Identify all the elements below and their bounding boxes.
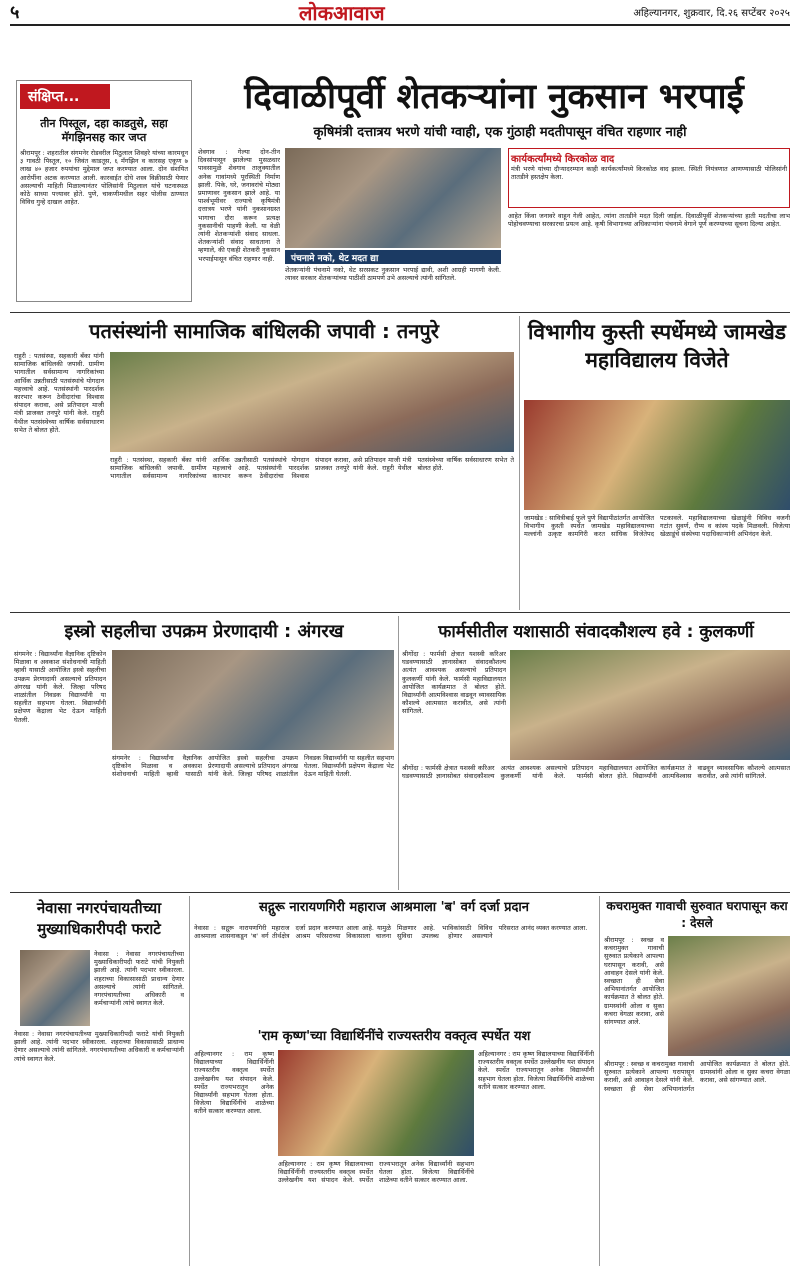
story8-text: अहिल्यानगर : राम कृष्ण विद्यालयाच्या विद्यार्थिनींनी राज्यस्तरीय वक्तृत्व स्पर्धेत उल्लेखनीय यश संपादन केले. स्पर्धेत राज्यभरातून अनेक विद्यार्थ्यांनी सहभाग घेतला होता. विजेत्या विद्यार्थिनींचे शाळेच्या वतीने सत्कार करण्यात आला. <box>194 1050 274 1116</box>
story4-text-cont: संगमनेर : विद्यार्थ्यांना वैज्ञानिक दृष्टिकोन मिळावा व अवकाश संशोधनाची माहिती व्हावी यासाठी आयोजित इस्त्रो सहलीचा उपक्रम प्रेरणादायी असल्याचे प्रतिपादन अंगरख यांनी केले. जिल्हा परिषद शाळांतील निवडक विद्यार्थ्यांनी या सहलीत सहभाग घेतला. विद्यार्थ्यांनी प्रक्षेपण केंद्राला भेट देऊन माहिती घेतली. <box>112 754 394 779</box>
lead-side-box <box>508 148 790 208</box>
story5-headline: फार्मसीतील यशासाठी संवादकौशल्य हवे : कुलकर्णी <box>438 622 754 642</box>
story2-headline: पतसंस्थांनी सामाजिक बांधिलकी जपावी : तनपुरे <box>89 319 439 343</box>
divider <box>189 896 190 1266</box>
divider <box>398 616 399 890</box>
story2-text: राहुरी : पतसंस्था, सहकारी बँका यांनी सामाजिक बांधिलकी जपावी. ग्रामीण भागातील सर्वसामान्य नागरिकांच्या आर्थिक उन्नतीसाठी पतसंस्थांचे योगदान महत्त्वाचे आहे. पतसंस्थांनी पारदर्शक कारभार करून ठेवीदारांचा विश्वास संपादन करावा, असे प्रतिपादन माजी मंत्री प्राजक्त तनपुरे यांनी केले. राहुरी येथील पतसंस्थेच्या वार्षिक सर्वसाधारण सभेत ते बोलत होते. <box>14 352 104 434</box>
story8-text-cont: अहिल्यानगर : राम कृष्ण विद्यालयाच्या विद्यार्थिनींनी राज्यस्तरीय वक्तृत्व स्पर्धेत उल्लेखनीय यश संपादन केले. स्पर्धेत राज्यभरातून अनेक विद्यार्थ्यांनी सहभाग घेतला होता. विजेत्या विद्यार्थिनींचे शाळेच्या वतीने सत्कार करण्यात आला. <box>478 1050 594 1091</box>
story3-text: जामखेड : सावित्रीबाई फुले पुणे विद्यापीठांतर्गत आयोजित विभागीय कुस्ती स्पर्धेत जामखेड महाविद्यालयाच्या मल्लांनी उत्कृष्ट कामगिरी करत सांघिक विजेतेपद पटकावले. महाविद्यालयाच्या खेळाडूंनी विविध वजनी गटांत सुवर्ण, रौप्य व कांस्य पदके मिळवली. विजेत्या खेळाडूंचे संस्थेच्या पदाधिकाऱ्यांनी अभिनंदन केले. <box>524 514 790 539</box>
lead-caption-title: पंचनामे नको, थेट मदत द्या <box>291 254 379 264</box>
story7-headline: सद्गुरू नारायणगिरी महाराज आश्रमाला 'ब' वर्ग दर्जा प्रदान <box>259 900 529 915</box>
lead-column-1: शेवगाव : गेल्या दोन-तीन दिवसांपासून झालेल्या मुसळधार पावसामुळे शेवगाव तालुक्यातील अनेक गावांमध्ये पूरस्थिती निर्माण झाली. पिके, घरे, जनावरांचे मोठ्या प्रमाणावर नुकसान झाले आहे. या पार्श्वभूमीवर राज्याचे कृषिमंत्री दत्तात्रय भरणे यांनी नुकसानग्रस्त भागाचा दौरा करून प्रत्यक्ष नुकसानीची पाहणी केली. या वेळी त्यांनी शेतकऱ्यांशी संवाद साधला. शेतकऱ्यांशी संवाद साधताना ते म्हणाले, की एकही शेतकरी नुकसान भरपाईपासून वंचित राहणार नाही. <box>198 148 280 263</box>
briefs-sidebar <box>16 80 192 302</box>
story4-text: संगमनेर : विद्यार्थ्यांना वैज्ञानिक दृष्टिकोन मिळावा व अवकाश संशोधनाची माहिती व्हावी यासाठी आयोजित इस्त्रो सहलीचा उपक्रम प्रेरणादायी असल्याचे प्रतिपादन अंगरख यांनी केले. जिल्हा परिषद शाळांतील निवडक विद्यार्थ्यांनी या सहलीत सहभाग घेतला. विद्यार्थ्यांनी प्रक्षेपण केंद्राला भेट देऊन माहिती घेतली. <box>14 650 106 724</box>
masthead <box>10 0 790 26</box>
story2-text-cont: राहुरी : पतसंस्था, सहकारी बँका यांनी सामाजिक बांधिलकी जपावी. ग्रामीण भागातील सर्वसामान्य नागरिकांच्या आर्थिक उन्नतीसाठी पतसंस्थांचे योगदान महत्त्वाचे आहे. पतसंस्थांनी पारदर्शक कारभार करून ठेवीदारांचा विश्वास संपादन करावा, असे प्रतिपादन माजी मंत्री प्राजक्त तनपुरे यांनी केले. राहुरी येथील पतसंस्थेच्या वार्षिक सर्वसाधारण सभेत ते बोलत होते. <box>110 456 514 481</box>
story8-text-cont2: अहिल्यानगर : राम कृष्ण विद्यालयाच्या विद्यार्थिनींनी राज्यस्तरीय वक्तृत्व स्पर्धेत उल्लेखनीय यश संपादन केले. स्पर्धेत राज्यभरातून अनेक विद्यार्थ्यांनी सहभाग घेतला होता. विजेत्या विद्यार्थिनींचे शाळेच्या वतीने सत्कार करण्यात आला. <box>278 1160 474 1185</box>
story9-text-cont: श्रीरामपूर : स्वच्छ व कचरामुक्त गावाची सुरुवात प्रत्येकाने आपल्या घरापासून करावी, असे आवाहन देसले यांनी केले. स्वच्छता ही सेवा अभियानांतर्गत आयोजित कार्यक्रमात ते बोलत होते. ग्रामस्थांनी ओला व सुका कचरा वेगळा करावा, असे सांगण्यात आले. <box>604 1060 790 1093</box>
divider <box>10 312 790 313</box>
story4-photo <box>112 650 394 750</box>
story3-headline: विभागीय कुस्ती स्पर्धेमध्ये जामखेड महाविद्यालय विजेते <box>527 320 787 372</box>
divider <box>599 896 600 1266</box>
story3-photo <box>524 400 790 510</box>
story6-photo <box>20 950 90 1026</box>
story8-headline: 'राम कृष्ण'च्या विद्यार्थिनींचे राज्यस्तरीय वक्तृत्व स्पर्धेत यश <box>257 1029 531 1044</box>
story6-text: नेवासा : नेवासा नगरपंचायतीच्या मुख्याधिकारीपदी फराटे यांची नियुक्ती झाली आहे. त्यांनी पदभार स्वीकारला. शहराच्या विकासासाठी प्राधान्य देणार असल्याचे त्यांनी सांगितले. नगरपंचायतीच्या अधिकारी व कर्मचाऱ्यांनी त्यांचे स्वागत केले. <box>94 950 184 1008</box>
lead-headline: दिवाळीपूर्वी शेतकऱ्यांना नुकसान भरपाई <box>244 77 744 117</box>
lead-subhead: कृषिमंत्री दत्तात्रय भरणे यांची ग्वाही, एक गुंठाही मदतीपासून वंचित राहणार नाही <box>313 125 687 140</box>
side-box-text: मंत्री भरणे यांच्या दौऱ्यादरम्यान काही कार्यकर्त्यांमध्ये किरकोळ वाद झाला. स्थिती नियंत्रणात आणण्यासाठी पोलिसांनी तातडीने हस्तक्षेप केला. <box>511 165 787 182</box>
brief-headline: तीन पिस्तूल, दहा काडतुसे, सहा मॅगझिनसह कार जप्त <box>40 117 168 144</box>
story9-text: श्रीरामपूर : स्वच्छ व कचरामुक्त गावाची सुरुवात प्रत्येकाने आपल्या घरापासून करावी, असे आवाहन देसले यांनी केले. स्वच्छता ही सेवा अभियानांतर्गत आयोजित कार्यक्रमात ते बोलत होते. ग्रामस्थांनी ओला व सुका कचरा वेगळा करावा, असे सांगण्यात आले. <box>604 936 664 1027</box>
story4-headline: इस्त्रो सहलीचा उपक्रम प्रेरणादायी : अंगरख <box>64 621 344 642</box>
page-number: ५ <box>10 2 20 23</box>
lead-column-3: आहेत किंवा जनावरे वाहून गेली आहेत, त्यांना तातडीने मदत दिली जाईल. दिवाळीपूर्वी शेतकऱ्यांच्या हाती मदतीचा लाभ पोहोचवण्याचा सरकारचा प्रयत्न आहे. कृषी विभागाच्या अधिकाऱ्यांना पंचनामे वेगाने पूर्ण करण्याच्या सूचना दिल्या आहेत. <box>508 212 790 229</box>
story2-photo <box>110 352 514 452</box>
divider <box>519 316 520 610</box>
story9-headline: कचरामुक्त गावाची सुरुवात घरापासून करा : देसले <box>606 899 788 930</box>
lead-caption-text: शेतकऱ्यांनी पंचनामे नको, थेट सरसकट नुकसान भरपाई द्यावी, अशी आग्रही मागणी केली. त्यावर सरकार शेतकऱ्यांच्या पाठीशी ठामपणे उभे असल्याचे त्यांनी सांगितले. <box>285 266 501 283</box>
story5-text: श्रीगोंदा : फार्मसी क्षेत्रात यशस्वी करिअर घडवण्यासाठी ज्ञानासोबत संवादकौशल्य अत्यंत आवश्यक असल्याचे प्रतिपादन कुलकर्णी यांनी केले. फार्मसी महाविद्यालयात आयोजित कार्यक्रमात ते बोलत होते. विद्यार्थ्यांनी आत्मविश्वास वाढवून व्यावसायिक कौशल्ये आत्मसात करावीत, असे त्यांनी सांगितले. <box>402 650 506 716</box>
story6-text-cont: नेवासा : नेवासा नगरपंचायतीच्या मुख्याधिकारीपदी फराटे यांची नियुक्ती झाली आहे. त्यांनी पदभार स्वीकारला. शहराच्या विकासासाठी प्राधान्य देणार असल्याचे त्यांनी सांगितले. नगरपंचायतीच्या अधिकारी व कर्मचाऱ्यांनी त्यांचे स्वागत केले. <box>14 1030 184 1063</box>
brand-logo: लोकआवाज <box>298 0 385 25</box>
divider <box>10 892 790 893</box>
briefs-title: संक्षिप्त... <box>20 84 110 109</box>
story5-photo <box>510 650 790 760</box>
brief-text: श्रीरामपूर : शहरातील संगमनेर रोडवरील मिठुलाल शिवहरे यांच्या कारमधून ३ गावठी पिस्तूल, १० जिवंत काडतूस, ६ मॅगझिन व कारसह एकूण ७ लाख ४० हजार रुपयांचा मुद्देमाल जप्त करण्यात आला. दोन संशयित आरोपींना अटक करण्यात आली. कारवाईत दोघे शस्त्र विक्रीसाठी येणार असल्याची माहिती मिळाल्यानंतर पोलिसांनी मिठुलाल यांचे घटनास्थळ कोठे साध्या पत्त्यावर होते. पुणे, चाकणीमधील सहर पोलीस ठाण्यात विविध गुन्हे दाखल आहेत. <box>20 149 188 207</box>
edition-date: अहिल्यानगर, शुक्रवार, दि.२६ सप्टेंबर २०२५ <box>633 8 790 19</box>
story6-headline: नेवासा नगरपंचायतीच्या मुख्याधिकारीपदी फराटे <box>36 899 162 938</box>
story9-photo <box>668 936 790 1056</box>
story8-photo <box>278 1050 474 1156</box>
story5-text-cont: श्रीगोंदा : फार्मसी क्षेत्रात यशस्वी करिअर घडवण्यासाठी ज्ञानासोबत संवादकौशल्य अत्यंत आवश्यक असल्याचे प्रतिपादन कुलकर्णी यांनी केले. फार्मसी महाविद्यालयात आयोजित कार्यक्रमात ते बोलत होते. विद्यार्थ्यांनी आत्मविश्वास वाढवून व्यावसायिक कौशल्ये आत्मसात करावीत, असे त्यांनी सांगितले. <box>402 764 790 781</box>
divider <box>10 612 790 613</box>
story7-text: नेवासा : सद्गुरू नारायणगिरी महाराज आश्रमाला शासनाकडून 'ब' वर्ग तीर्थक्षेत्र दर्जा प्रदान करण्यात आला आहे. यामुळे आश्रम परिसराच्या विकासाला चालना मिळणार आहे. भाविकांसाठी विविध सुविधा उपलब्ध होणार असल्याने परिसरात आनंद व्यक्त करण्यात आला. <box>194 924 588 941</box>
side-box-title: कार्यकर्त्यांमध्ये किरकोळ वाद <box>511 154 615 165</box>
lead-photo <box>285 148 501 248</box>
lead-caption-bar <box>285 250 501 264</box>
